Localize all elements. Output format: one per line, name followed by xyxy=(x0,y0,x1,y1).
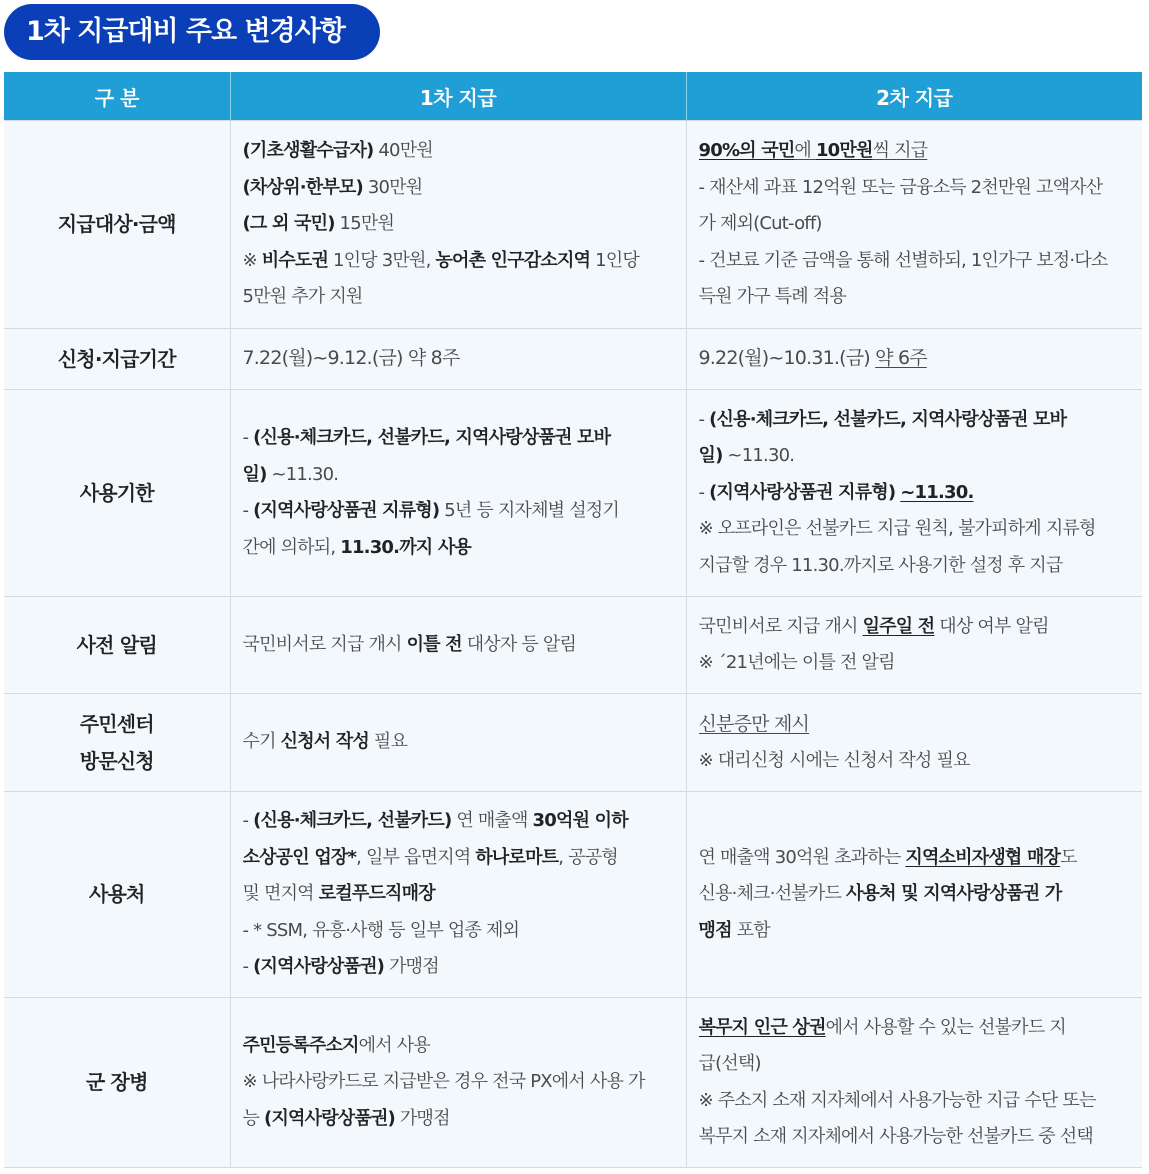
first-payment-line xyxy=(243,1028,674,1065)
second-payment-line xyxy=(699,206,1131,243)
text-segment: 사용처 및 지역사랑상품권 가 xyxy=(845,883,1062,905)
second-payment-line xyxy=(699,402,1131,439)
text-segment: 이틀 전 xyxy=(406,633,462,655)
first-payment-cell xyxy=(230,390,686,597)
second-payment-line xyxy=(699,840,1131,877)
second-payment-line xyxy=(699,1119,1131,1156)
second-payment-line xyxy=(699,340,1131,378)
text-segment: 복무지 소재 지자체에서 사용가능한 선불카드 중 선택 xyxy=(698,1126,1093,1147)
first-payment-cell xyxy=(230,121,686,329)
text-segment: 및 면지역 xyxy=(242,883,319,905)
second-payment-cell xyxy=(686,694,1142,792)
text-segment: - xyxy=(242,427,254,448)
text-segment: 40만원 xyxy=(373,140,433,162)
second-payment-cell xyxy=(686,390,1142,597)
first-payment-line xyxy=(243,949,674,986)
text-segment: - 건보료 기준 금액을 통해 선별하되, 1인가구 보정·다소 xyxy=(698,249,1108,271)
text-segment: 필요 xyxy=(369,731,408,753)
text-segment: 일) xyxy=(698,445,723,467)
text-segment: 연 매출액 xyxy=(451,810,533,832)
text-segment: 에서 사용 xyxy=(358,1034,430,1056)
second-payment-line xyxy=(699,279,1131,316)
table-row xyxy=(4,998,1142,1168)
first-payment-line xyxy=(243,876,674,913)
text-segment: 로컬푸드직매장 xyxy=(318,883,435,905)
row-category-label: 방문신청 xyxy=(79,748,154,773)
text-segment: 11.30.까지 사용 xyxy=(340,536,472,558)
row-category-label: 사용처 xyxy=(88,882,145,907)
text-segment: 30억원 이하 xyxy=(532,810,628,832)
text-segment: 에서 사용할 수 있는 선불카드 지 xyxy=(825,1016,1066,1038)
second-payment-line xyxy=(699,438,1131,475)
text-segment: ※ ´21년에는 이틀 전 알림 xyxy=(698,652,895,673)
text-segment: 도 xyxy=(1060,846,1077,868)
second-payment-line xyxy=(699,243,1131,280)
second-payment-line xyxy=(699,511,1131,548)
text-segment: 간에 의하되, xyxy=(242,536,341,558)
text-segment: (지역사랑상품권 지류형) xyxy=(709,481,896,503)
text-segment: 1인당 3만원, xyxy=(328,249,436,271)
second-payment-cell xyxy=(686,597,1142,694)
text-segment: 하나로마트 xyxy=(475,846,559,868)
text-segment: 5만원 추가 지원 xyxy=(242,286,363,308)
second-payment-line xyxy=(699,475,1131,512)
second-payment-line xyxy=(699,1010,1131,1047)
row-category-label: 군 장병 xyxy=(85,1070,148,1095)
text-segment: 복무지 인근 상권 xyxy=(698,1016,826,1038)
row-category-label: 사용기한 xyxy=(79,480,154,505)
text-segment: - xyxy=(242,810,254,832)
row-category xyxy=(4,998,230,1168)
row-category xyxy=(4,390,230,597)
second-payment-line xyxy=(699,645,1131,682)
header-first-payment: 1차 지급 xyxy=(230,72,686,121)
second-payment-line xyxy=(699,706,1131,744)
text-segment: 대상 여부 알림 xyxy=(934,615,1049,637)
row-category xyxy=(4,329,230,390)
second-payment-line xyxy=(699,133,1131,170)
text-segment: 국민비서로 지급 개시 xyxy=(698,615,863,637)
first-payment-line xyxy=(243,279,674,316)
text-segment: (지역사랑상품권) xyxy=(264,1107,395,1129)
table-row xyxy=(4,329,1142,390)
text-segment: 1인당 xyxy=(590,249,639,271)
text-segment: 신용·체크·선불카드 xyxy=(698,883,846,905)
first-payment-cell xyxy=(230,998,686,1168)
row-category xyxy=(4,121,230,329)
first-payment-line xyxy=(243,133,674,170)
text-segment: (그 외 국민) xyxy=(242,213,335,235)
text-segment: 연 매출액 30억원 초과하는 xyxy=(698,846,906,868)
first-payment-line xyxy=(243,493,674,530)
text-segment: (지역사랑상품권 지류형) xyxy=(253,500,440,521)
text-segment: 지급할 경우 11.30.까지로 사용기한 설정 후 지급 xyxy=(698,554,1063,576)
text-segment: (기초생활수급자) xyxy=(242,140,374,162)
text-segment: 맹점 xyxy=(698,919,732,941)
text-segment: (신용·체크카드, 선불카드, 지역사랑상품권 모바 xyxy=(709,408,1067,430)
text-segment: - xyxy=(242,500,254,521)
text-segment: 90%의 국민 xyxy=(698,140,795,162)
text-segment: ~11.30. xyxy=(266,463,339,485)
second-payment-line xyxy=(699,1046,1131,1083)
first-payment-line xyxy=(243,627,674,664)
row-category-label: 지급대상·금액 xyxy=(57,212,176,237)
text-segment: 가 제외(Cut-off) xyxy=(698,213,822,235)
text-segment: 신청서 작성 xyxy=(280,731,370,753)
text-segment: (신용·체크카드, 선불카드, 지역사랑상품권 모바 xyxy=(253,427,611,448)
first-payment-line xyxy=(243,457,674,494)
text-segment: 신분증만 제시 xyxy=(698,712,810,735)
table-row xyxy=(4,390,1142,597)
row-category xyxy=(4,792,230,998)
second-payment-line xyxy=(699,170,1131,207)
text-segment: - xyxy=(698,408,710,430)
text-segment: , 일부 읍면지역 xyxy=(356,846,476,868)
text-segment: 지역소비자생협 매장 xyxy=(905,846,1061,868)
first-payment-line xyxy=(243,530,674,567)
comparison-table xyxy=(4,72,1142,1168)
first-payment-cell xyxy=(230,792,686,998)
text-segment: ※ 오프라인은 선불카드 지급 원칙, 불가피하게 지류형 xyxy=(698,518,1096,540)
text-segment: - xyxy=(698,481,710,503)
second-payment-cell xyxy=(686,329,1142,390)
text-segment: ※ 나라사랑카드로 지급받은 경우 전국 PX에서 사용 가 xyxy=(242,1071,645,1093)
row-category-label: 주민센터 xyxy=(79,712,154,736)
first-payment-line xyxy=(243,170,674,207)
second-payment-line xyxy=(699,1083,1131,1120)
first-payment-cell xyxy=(230,597,686,694)
first-payment-line xyxy=(243,803,674,840)
text-segment: (차상위·한부모) xyxy=(242,176,363,198)
text-segment: 소상공인 업장* xyxy=(242,846,357,868)
second-payment-cell xyxy=(686,792,1142,998)
text-segment: (신용·체크카드, 선불카드) xyxy=(253,810,452,832)
first-payment-cell xyxy=(230,329,686,390)
text-segment: ※ 대리신청 시에는 신청서 작성 필요 xyxy=(698,750,970,771)
text-segment: 15만원 xyxy=(334,213,395,235)
header-category: 구 분 xyxy=(4,72,230,121)
text-segment: - * SSM, 유흥·사행 등 일부 업종 제외 xyxy=(242,919,520,941)
text-segment: 씩 지급 xyxy=(872,140,928,162)
second-payment-line xyxy=(699,876,1131,913)
text-segment: ~11.30. xyxy=(722,445,795,467)
first-payment-line xyxy=(243,913,674,950)
text-segment: 수기 xyxy=(242,731,281,753)
table-header-row xyxy=(4,72,1142,121)
row-category xyxy=(4,597,230,694)
row-category-label: 신청·지급기간 xyxy=(57,346,176,371)
first-payment-cell xyxy=(230,694,686,792)
text-segment: 비수도권 xyxy=(261,249,329,271)
text-segment: 가맹점 xyxy=(384,956,439,978)
first-payment-line xyxy=(243,420,674,457)
text-segment: 대상자 등 알림 xyxy=(461,633,577,655)
table-row xyxy=(4,792,1142,998)
text-segment: 포함 xyxy=(731,919,770,941)
text-segment: 9.22(월)~10.31.(금) xyxy=(698,347,876,370)
text-segment: 일) xyxy=(242,463,267,485)
text-segment: 득원 가구 특례 적용 xyxy=(698,286,846,308)
first-payment-line xyxy=(243,724,674,761)
text-segment: 10만원 xyxy=(815,140,873,162)
text-segment: - 재산세 과표 12억원 또는 금융소득 2천만원 고액자산 xyxy=(698,176,1103,198)
header-second-payment: 2차 지급 xyxy=(686,72,1142,121)
second-payment-line xyxy=(699,913,1131,950)
second-payment-cell xyxy=(686,121,1142,329)
second-payment-cell xyxy=(686,998,1142,1168)
first-payment-line xyxy=(243,340,674,378)
table-row xyxy=(4,121,1142,329)
text-segment: , 공공형 xyxy=(558,846,618,868)
text-segment: 30만원 xyxy=(362,176,423,198)
text-segment: 7.22(월)~9.12.(금) 약 8주 xyxy=(242,347,460,370)
text-segment: (지역사랑상품권) xyxy=(253,956,385,978)
text-segment: 에 xyxy=(794,140,816,162)
row-category-label: 사전 알림 xyxy=(76,632,157,657)
row-category xyxy=(4,694,230,792)
text-segment: 주민등록주소지 xyxy=(242,1034,359,1056)
text-segment: ※ 주소지 소재 지자체에서 사용가능한 지급 수단 또는 xyxy=(698,1089,1096,1111)
table-row xyxy=(4,694,1142,792)
second-payment-line xyxy=(699,609,1131,646)
second-payment-line xyxy=(699,743,1131,780)
text-segment: - xyxy=(242,956,254,978)
text-segment: 국민비서로 지급 개시 xyxy=(242,633,407,655)
text-segment: 일주일 전 xyxy=(862,615,935,637)
text-segment: 가맹점 xyxy=(394,1107,450,1129)
second-payment-line xyxy=(699,548,1131,585)
text-segment: 농어촌 인구감소지역 xyxy=(435,249,591,271)
text-segment: 약 6주 xyxy=(875,347,927,370)
first-payment-line xyxy=(243,1064,674,1101)
first-payment-line xyxy=(243,243,674,280)
text-segment: 급(선택) xyxy=(698,1053,761,1074)
text-segment: ~11.30. xyxy=(900,481,974,503)
page-title: 1차 지급대비 주요 변경사항 xyxy=(4,4,380,60)
text-segment: 능 xyxy=(242,1107,265,1129)
table-row xyxy=(4,597,1142,694)
text-segment: 5년 등 지자체별 설정기 xyxy=(439,500,619,521)
first-payment-line xyxy=(243,840,674,877)
first-payment-line xyxy=(243,1101,674,1138)
text-segment: ※ xyxy=(242,249,262,271)
first-payment-line xyxy=(243,206,674,243)
